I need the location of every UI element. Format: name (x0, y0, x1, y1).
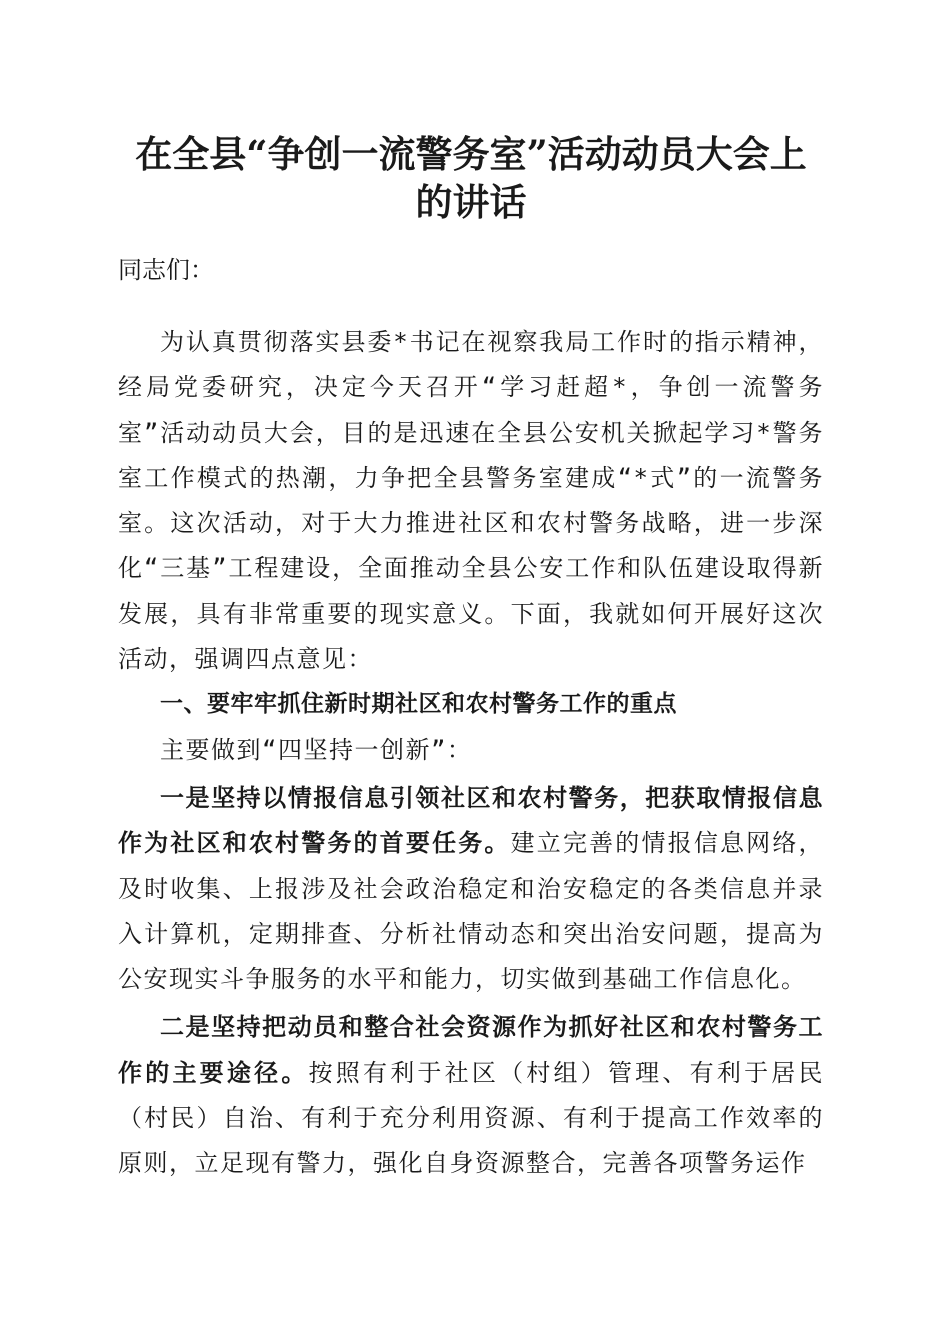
section-intro: 主要做到“四坚持一创新”： (160, 735, 473, 764)
section-heading: 一、要牢牢抓住新时期社区和农村警务工作的重点 (160, 691, 677, 718)
point-1-body: 建立完善的情报信息网络，及时收集、上报涉及社会政治稳定和治安稳定的各类信息并录入计算机，定期排查、分析社情动态和突出治安问题，提高为公安现实斗争服务的水平和能力，切实做到基础工作信息化。 (118, 829, 825, 994)
salutation: 同志们： (118, 256, 214, 284)
point-2-paragraph (118, 1005, 824, 1186)
point-1-paragraph (118, 776, 824, 1002)
document-title: 在全县“争创一流警务室”活动动员大会上的讲话 (135, 132, 807, 224)
point-2-lead: 二是坚持把动员和整合社会资源作为抓好社区和农村警务工作的主要途径。 (118, 1013, 824, 1087)
point-1-lead: 一是坚持以情报信息引领社区和农村警务，把获取情报信息作为社区和农村警务的首要任务。 (118, 783, 824, 858)
intro-paragraph: 为认真贯彻落实县委*书记在视察我局工作时的指示精神，经局党委研究，决定今天召开“学习赶超*，争创一流警务室”活动动员大会，目的是迅速在全县公安机关掀起学习*警务室工作模式的热潮，力争把全县警务室建成“*式”的一流警务室。这次活动，对于大力推进社区和农村警务战略，进一步深化“三基”工程建设，全面推动全县公安工作和队伍建设取得新发展，具有非常重要的现实意义。下面，我就如何开展好这次活动，强调四点意见： (118, 328, 824, 674)
point-2-body: 按照有利于社区（村组）管理、有利于居民（村民）自治、有利于充分利用资源、有利于提高工作效率的原则，立足现有警力，强化自身资源整合，完善各项警务运作 (118, 1058, 825, 1178)
document-body (118, 320, 824, 1187)
